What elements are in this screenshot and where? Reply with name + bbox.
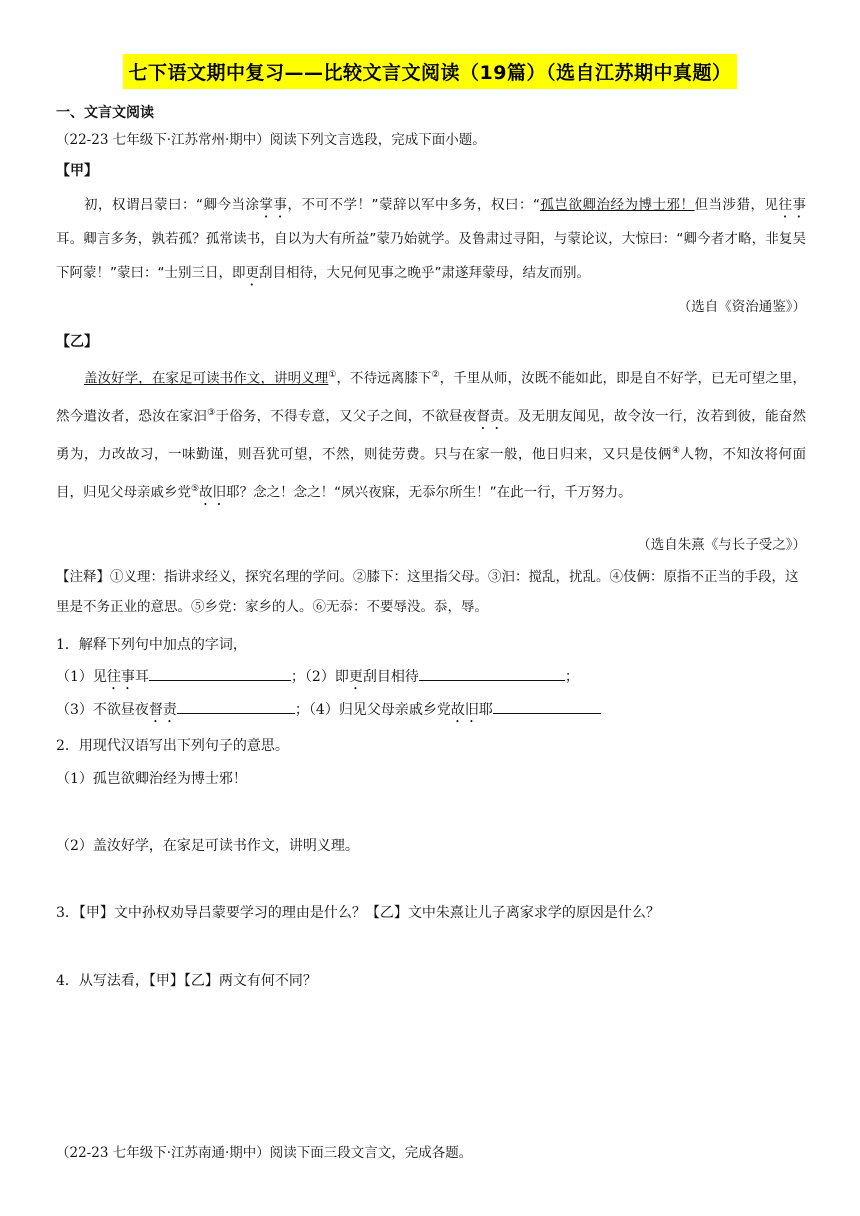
page-title: 七下语文期中复习——比较文言文阅读（19篇）（选自江苏期中真题）	[123, 54, 738, 89]
question-2: 2．用现代汉语写出下列句子的意思。	[56, 738, 289, 754]
question-1-row2	[56, 699, 806, 726]
note-marker: ④	[671, 446, 681, 456]
q-text: （3）不欲昼夜	[56, 702, 149, 718]
underlined-sentence: 孤岂欲卿治经为博士邪！	[540, 197, 695, 213]
jia-text: ，不可不学！”蒙辞以军中多务，权曰：“	[287, 197, 540, 213]
yi-text: 耶？念之！念之！“夙兴夜寐，无忝尔所生！”在此一行，千万努力。	[226, 484, 632, 501]
passage1-source: （22-23 七年级下·江苏常州·期中）阅读下列文言选段，完成下面小题。	[56, 132, 486, 148]
jia-text: 刮目相待，大兄何见事之晚乎”肃遂拜蒙母，结友而别。	[259, 265, 590, 281]
dotted-word: 更	[245, 265, 259, 281]
jia-text: 见	[764, 197, 779, 213]
q-text: ；（4）归见父母亲戚乡党	[294, 702, 451, 718]
yi-passage	[56, 358, 806, 510]
underlined-sentence: 盖汝好学，在家足可读书作文，讲明义理	[84, 370, 329, 387]
dotted-word: 往事	[778, 197, 806, 213]
jia-text: 今者才略，非复吴下阿蒙！”蒙曰：“士别三日，即	[56, 231, 807, 281]
answer-blank-2[interactable]	[419, 666, 565, 681]
yi-text: 。及无朋友闻见，故令汝一行，汝若到彼，能奋然勇为，力改故习，一味勤谨，则吾犹可望，不然，则徒劳费。只与在家一般，他日归来，又只是伎俩	[56, 408, 807, 463]
dotted-word: 更	[348, 669, 363, 685]
note-marker: ③	[207, 408, 216, 418]
q-text: （1）见	[56, 669, 107, 685]
yi-text: 于俗务，不得专意，又父子之间，不欲昼夜	[215, 408, 477, 425]
yi-text: 人物，不知汝将何面目，归见父母亲戚乡党	[56, 446, 807, 501]
jia-source: （选自《资治通鉴》）	[677, 299, 806, 315]
question-2-1: （1）孤岂欲卿治经为博士邪！	[56, 771, 247, 787]
jia-text: 耳。卿言多务，孰若孤？孤常读书，自以为大有所益”蒙乃始就学。及鲁肃过寻阳，与蒙论议，大惊曰：“卿	[56, 231, 698, 247]
q-text: 耳	[134, 669, 149, 685]
note-marker: ①	[328, 370, 337, 380]
dotted-word: 往事	[106, 669, 135, 685]
question-3: 3．【甲】文中孙权劝导吕蒙要学习的理由是什么？【乙】文中朱熹让儿子离家求学的原因是什么？	[56, 905, 660, 921]
dotted-word: 故旧	[199, 484, 227, 501]
note-marker: ⑤	[191, 484, 200, 494]
question-1: 1．解释下列句中加点的字词，	[56, 637, 247, 653]
question-2-2: （2）盖汝好学，在家足可读书作文，讲明义理。	[56, 838, 359, 854]
passage2-source: （22-23 七年级下·江苏南通·期中）阅读下面三段文言文，完成各题。	[56, 1145, 473, 1161]
dotted-word: 督责	[476, 408, 504, 425]
q-text: ；	[564, 669, 579, 685]
jia-text: 初，权谓吕蒙曰：“卿今当涂	[84, 197, 260, 213]
jia-text: 但当涉猎，	[694, 197, 765, 213]
q-text: ；（2）即	[290, 669, 349, 685]
yi-text: ，千里从师，汝既不能如此，即是自不好学，已无可望之里，然今遣汝者，恐汝在家汩	[56, 370, 807, 425]
note-marker: ②	[431, 370, 440, 380]
section-heading: 一、文言文阅读	[56, 105, 154, 121]
dotted-word: 掌事	[259, 197, 288, 213]
annotations: 【注释】①义理：指讲求经义，探究名理的学问。②膝下：这里指父母。③汩：搅乱，扰乱。④伎俩：原指不正当的手段，这里是不务正业的意思。⑤乡党：家乡的人。⑥无忝：不要辱没。忝，辱。	[56, 569, 799, 615]
question-4: 4．从写法看，【甲】【乙】两文有何不同？	[56, 973, 317, 989]
jia-label: 【甲】	[56, 163, 98, 179]
title-wrap	[0, 54, 860, 89]
q-text: 耶	[478, 702, 493, 718]
answer-blank-3[interactable]	[177, 699, 295, 714]
answer-blank-4[interactable]	[493, 699, 601, 714]
jia-passage	[56, 188, 806, 290]
yi-text: ，不待远离膝下	[336, 370, 432, 387]
yi-label: 【乙】	[56, 334, 98, 350]
yi-source: （选自朱熹《与长子受之》）	[637, 537, 806, 553]
question-1-row1	[56, 666, 806, 693]
q-text: 刮目相待	[362, 669, 419, 685]
dotted-word: 督责	[148, 702, 177, 718]
answer-blank-1[interactable]	[149, 666, 291, 681]
dotted-word: 故旧	[450, 702, 479, 718]
